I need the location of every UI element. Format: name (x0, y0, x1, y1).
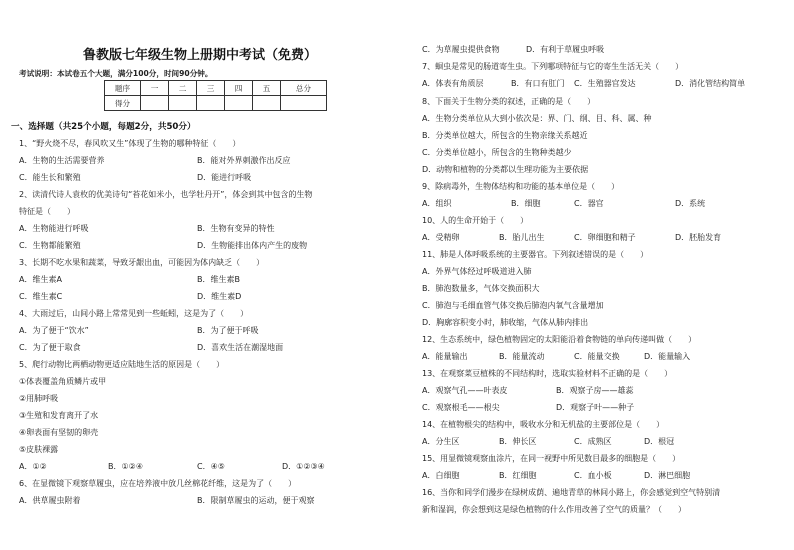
option-c: C．卵细胞和精子 (574, 233, 636, 242)
question-5: 5、爬行动物比两栖动物更适应陆地生活的原因是（ ） (19, 360, 225, 369)
option-b: B．能对外界刺激作出反应 (197, 156, 291, 165)
option-d: D．胸廓容积变小时，肺收缩，气体从肺内排出 (422, 318, 589, 327)
option-d: D．淋巴细胞 (644, 471, 691, 480)
option-a: A．体表有角质层 (422, 79, 484, 88)
option-c: C．器官 (574, 199, 604, 208)
option-d: D．能量输入 (644, 352, 691, 361)
option-b: B．观察子房——雄蕊 (556, 386, 634, 395)
option-b: B．伸长区 (499, 437, 537, 446)
question-2: 2、读清代诗人袁枚的优美诗句“苔花如米小，也学牡丹开”，体会到其中包含的生物 (19, 190, 313, 199)
option-b: B．能量流动 (499, 352, 545, 361)
score-table-header-row (105, 81, 327, 96)
option-b: B．为了便于呼吸 (197, 326, 259, 335)
score-cell (225, 96, 253, 111)
question-3: 3、长期不吃水果和蔬菜，导致牙龈出血，可能因为体内缺乏（ ） (19, 258, 265, 267)
option-d: D．观察子叶——种子 (556, 403, 635, 412)
question-14: 14、在植物根尖的结构中，吸收水分和无机盐的主要部位是（ ） (422, 420, 665, 429)
section-heading: 一、选择题（共25个小题，每题2分，共50分） (11, 122, 196, 132)
question-12: 12、生态系统中，绿色植物固定的太阳能沿着食物链的单向传递叫做（ ） (422, 335, 697, 344)
option-a: A．分生区 (422, 437, 460, 446)
question-9: 9、除病毒外，生物体结构和功能的基本单位是（ ） (422, 182, 620, 191)
option-b: B．①②④ (108, 462, 144, 471)
option-d: D．维生素D (197, 292, 242, 301)
option-c: C．能生长和繁殖 (19, 173, 81, 182)
option-c: C．维生素C (19, 292, 63, 301)
option-d: D．生物能排出体内产生的废物 (197, 241, 308, 250)
question-7: 7、蛔虫是常见的肠道寄生虫。下列哪项特征与它的寄生生活无关（ ） (422, 62, 684, 71)
option-b: B．细胞 (511, 199, 541, 208)
option-a: A．能量输出 (422, 352, 468, 361)
question-5-item-5: ⑤皮肤裸露 (19, 445, 59, 454)
option-a: A．观察气孔——叶表皮 (422, 386, 508, 395)
question-13: 13、在观察菜豆植株的不同结构时，选取实验材料不正确的是（ ） (422, 369, 673, 378)
score-header-cell: 四 (225, 81, 253, 96)
score-table (104, 80, 327, 111)
score-header-cell: 总分 (281, 81, 327, 96)
question-5-item-2: ②用肺呼吸 (19, 394, 59, 403)
page-title: 鲁教版七年级生物上册期中考试（免费） (82, 48, 317, 63)
question-8: 8、下面关于生物分类的叙述，正确的是（ ） (422, 97, 596, 106)
option-b: B．维生素B (197, 275, 240, 284)
score-cell (141, 96, 169, 111)
question-10: 10、人的生命开始于（ ） (422, 216, 529, 225)
option-a: A．白细胞 (422, 471, 460, 480)
option-c: C．生殖器官发达 (574, 79, 636, 88)
exam-notice: 考试说明：本试卷五个大题，满分100分，时间90分钟。 (19, 69, 213, 78)
score-header-cell: 一 (141, 81, 169, 96)
score-cell (197, 96, 225, 111)
option-b: B．胎儿出生 (499, 233, 545, 242)
score-header-cell: 二 (169, 81, 197, 96)
question-5-item-3: ③生殖和发育离开了水 (19, 411, 99, 420)
option-a: A．为了便于“饮水” (19, 326, 89, 335)
question-16: 16、当你和同学们漫步在绿树成荫、遍地青草的林间小路上，你会感觉到空气特别清 (422, 488, 721, 497)
option-b: B．红细胞 (499, 471, 537, 480)
option-c: C．为草履虫提供食物 (422, 45, 500, 54)
question-6: 6、在显微镜下观察草履虫，应在培养液中放几丝棉花纤维，这是为了（ ） (19, 479, 297, 488)
score-cell (169, 96, 197, 111)
question-5-item-4: ④卵表面有坚韧的卵壳 (19, 428, 99, 437)
score-header-cell: 五 (253, 81, 281, 96)
option-a: A．维生素A (19, 275, 62, 284)
option-a: A．外界气体经过呼吸道进入肺 (422, 267, 532, 276)
option-d: D．根冠 (644, 437, 675, 446)
option-d: D．动物和植物的分类都以生理功能为主要依据 (422, 165, 589, 174)
option-c: C．分类单位越小，所包含的生物种类越少 (422, 148, 572, 157)
option-a: A．受精卵 (422, 233, 460, 242)
option-d: D．喜欢生活在潮湿地面 (197, 343, 284, 352)
option-c: C．生物都能繁殖 (19, 241, 81, 250)
question-1: 1、“野火烧不尽，春风吹又生”体现了生物的哪种特征（ ） (19, 139, 241, 148)
option-c: C．肺泡与毛细血管气体交换后肺泡内氧气含量增加 (422, 301, 604, 310)
option-d: D．有利于草履虫呼吸 (526, 45, 605, 54)
score-cell (253, 96, 281, 111)
option-b: B．生物有变异的特性 (197, 224, 275, 233)
question-15: 15、用显微镜观察血涂片，在同一视野中所见数目最多的细胞是（ ） (422, 454, 681, 463)
option-c: C．④⑤ (197, 462, 225, 471)
question-11: 11、肺是人体呼吸系统的主要器官。下列叙述错误的是（ ） (422, 250, 649, 259)
option-c: C．能量交换 (574, 352, 620, 361)
question-4: 4、大雨过后，山间小路上常常见到一些蚯蚓，这是为了（ ） (19, 309, 249, 318)
score-header-cell: 题序 (105, 81, 141, 96)
option-a: A．供草履虫附着 (19, 496, 81, 505)
option-b: B．有口有肛门 (511, 79, 565, 88)
question-5-item-1: ①体表覆盖角质鳞片或甲 (19, 377, 107, 386)
option-a: A．生物的生活需要营养 (19, 156, 105, 165)
option-b: B．肺泡数量多，气体交换面积大 (422, 284, 540, 293)
option-a: A．生物分类单位从大到小依次是：界、门、纲、目、科、属、种 (422, 114, 652, 123)
option-a: A．组织 (422, 199, 452, 208)
option-d: D．能进行呼吸 (197, 173, 252, 182)
option-d: D．胚胎发育 (675, 233, 722, 242)
option-c: C．观察根毛——根尖 (422, 403, 500, 412)
score-header-cell: 三 (197, 81, 225, 96)
option-a: A．①② (19, 462, 47, 471)
question-2-continued: 特征是（ ） (19, 207, 75, 216)
option-a: A．生物能进行呼吸 (19, 224, 89, 233)
option-d: D．消化管结构简单 (675, 79, 746, 88)
option-c: C．为了便于取食 (19, 343, 81, 352)
option-c: C．血小板 (574, 471, 612, 480)
option-b: B．分类单位越大，所包含的生物亲缘关系越近 (422, 131, 588, 140)
question-16-continued: 新和湿润，你会想到这是绿色植物的什么作用改善了空气的质量？（ ） (422, 505, 686, 514)
score-table-score-row (105, 96, 327, 111)
score-row-label: 得分 (105, 96, 141, 111)
option-d: D．①②③④ (282, 462, 325, 471)
option-c: C．成熟区 (574, 437, 612, 446)
score-cell (281, 96, 327, 111)
option-d: D．系统 (675, 199, 706, 208)
option-b: B．限制草履虫的运动，便于观察 (197, 496, 315, 505)
